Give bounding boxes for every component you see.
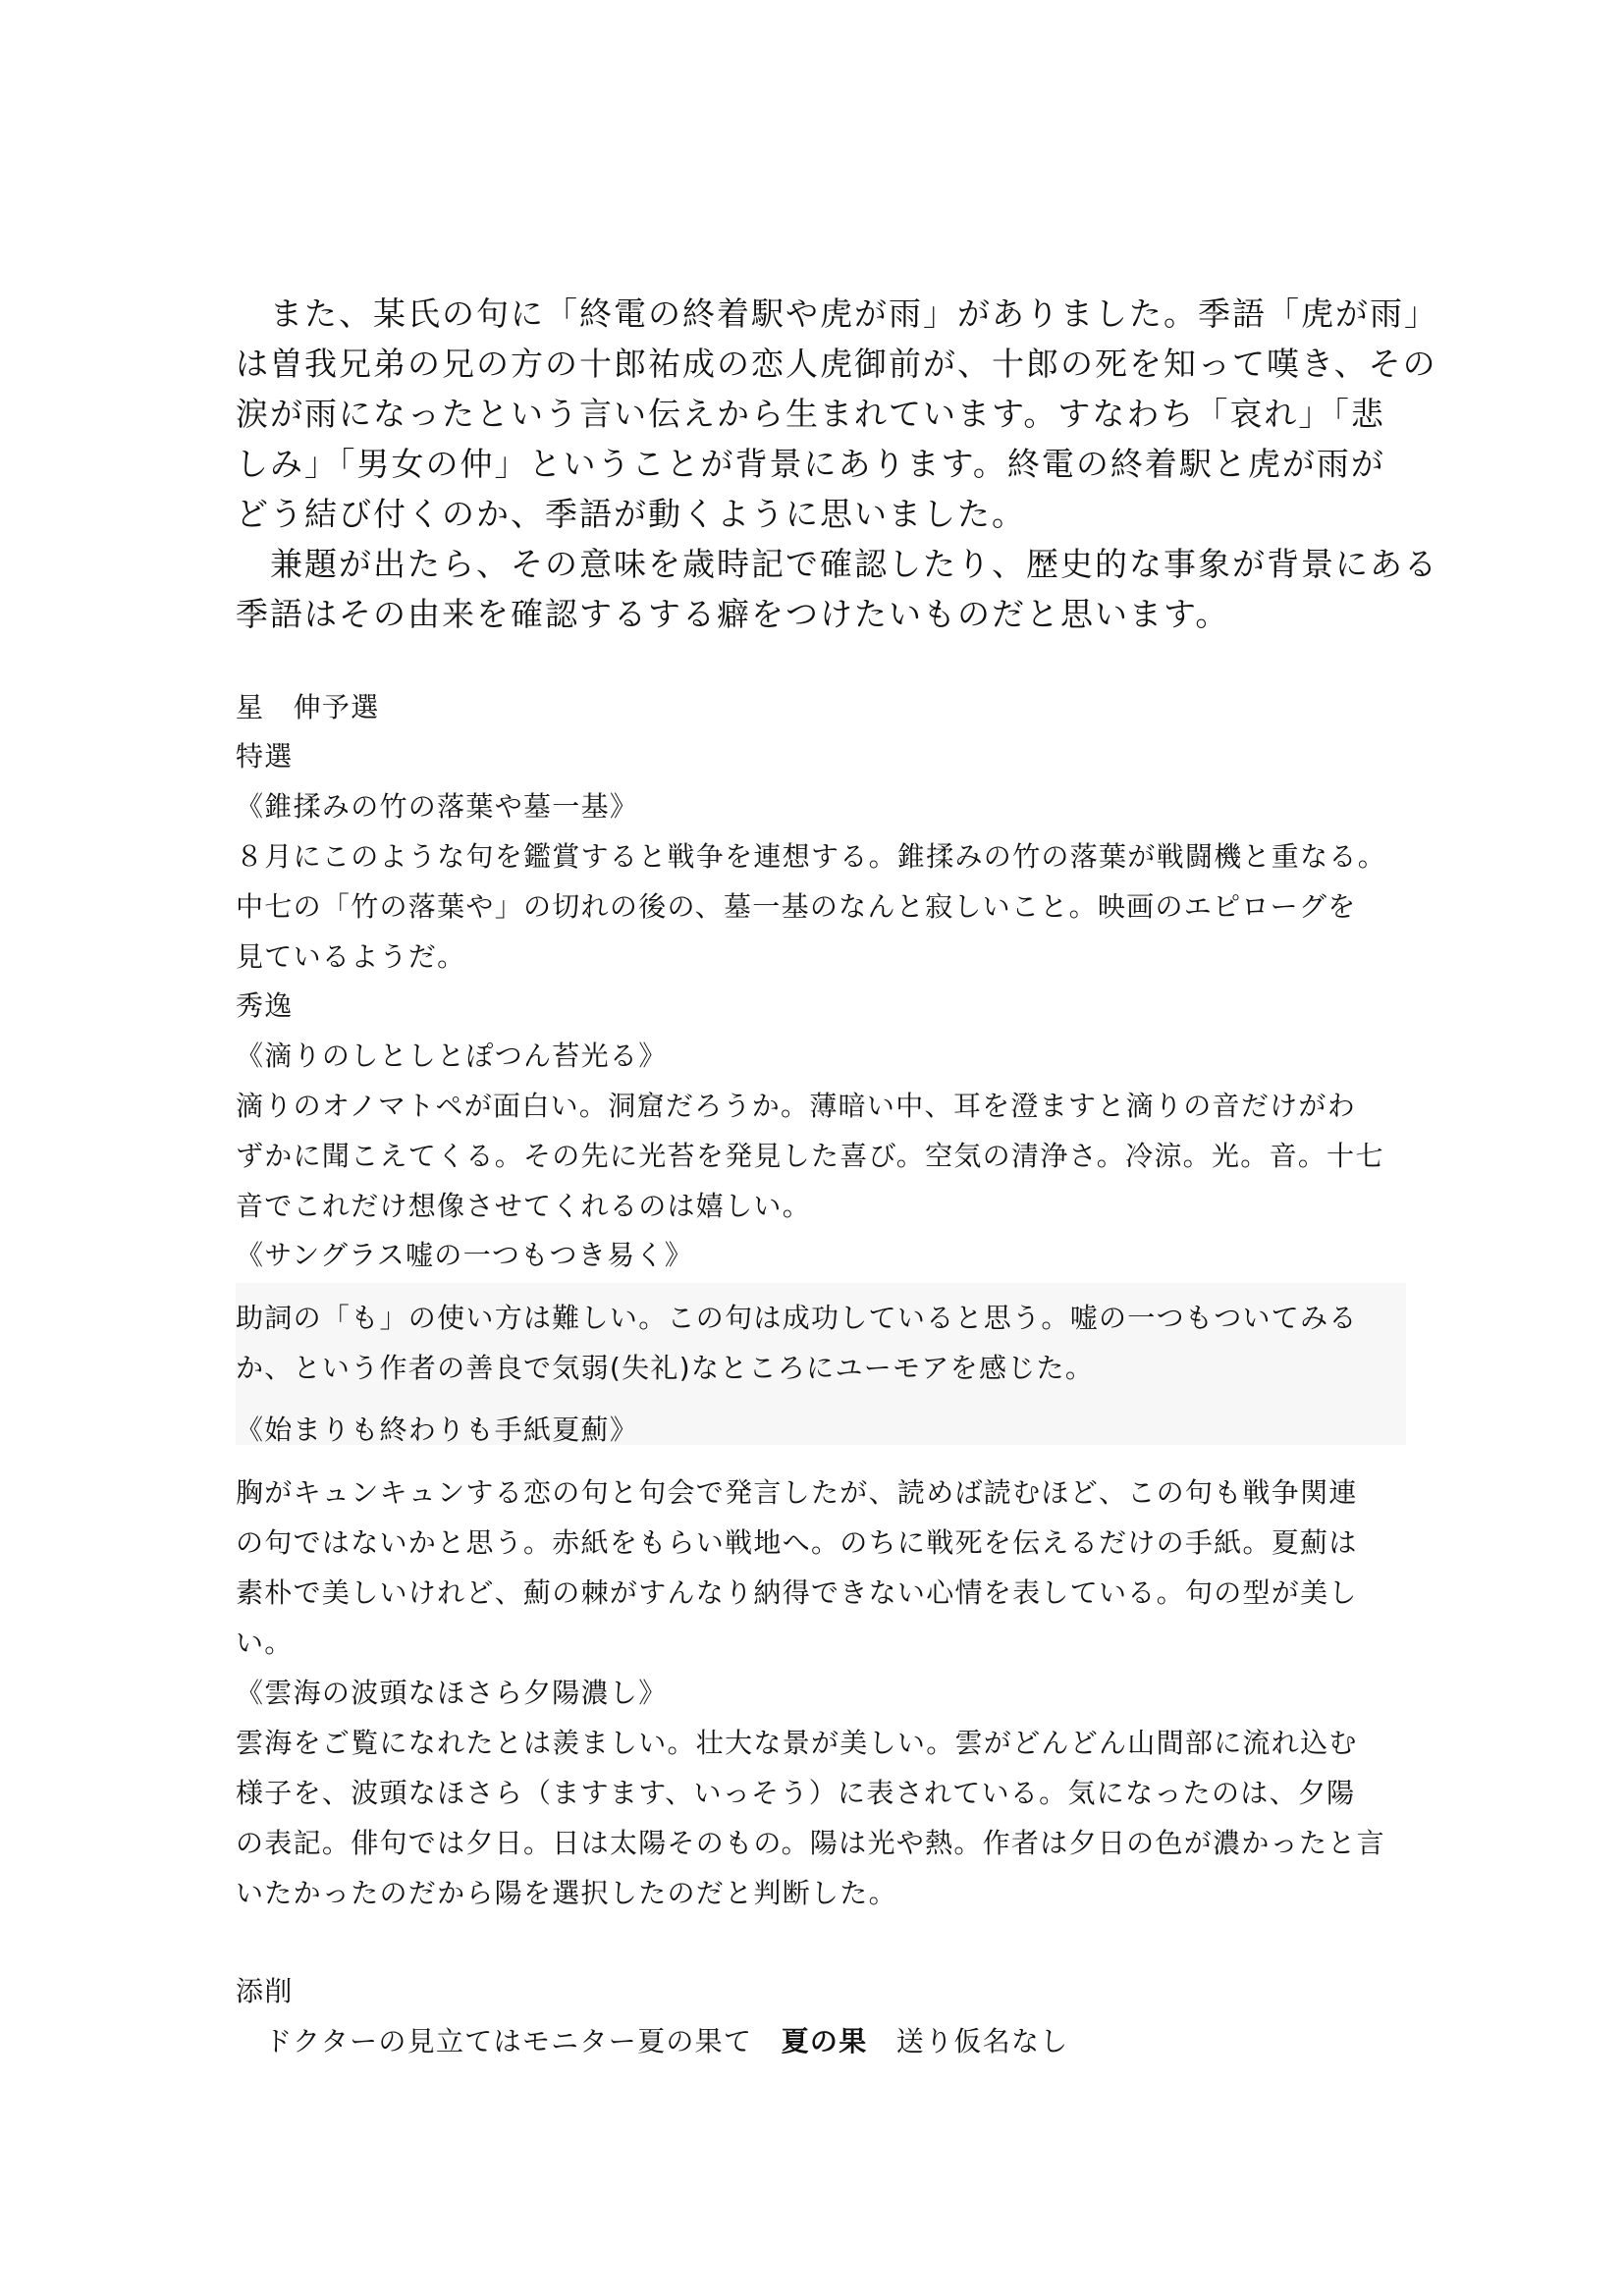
- haiku-line: 《滴りのしとしとぽつん苔光る》: [236, 1040, 668, 1072]
- comment-line: 様子を、波頭なほさら（ますます、いっそう）に表されている。気になったのは、夕陽: [236, 1777, 1356, 1809]
- shuitsu-label: 秀逸: [236, 989, 294, 1022]
- haiku-line: 《サングラス嘘の一つもつき易く》: [236, 1239, 694, 1271]
- comment-line: いたかったのだから陽を選択したのだと判断した。: [236, 1877, 897, 1909]
- haiku-line: 《始まりも終わりも手紙夏薊》: [236, 1414, 639, 1446]
- comment-line: の表記。俳句では夕日。日は太陽そのもの。陽は光や熱。作者は夕日の色が濃かったと言: [236, 1827, 1385, 1859]
- tensaku-line: [236, 2025, 1069, 2057]
- comment-line: 中七の「竹の落葉や」の切れの後の、墓一基のなんと寂しいこと。映画のエピローグを: [236, 890, 1357, 923]
- comment-line: ８月にこのような句を鑑賞すると戦争を連想する。錐揉みの竹の落葉が戦闘機と重なる。: [236, 840, 1387, 873]
- intro-line: は曽我兄弟の兄の方の十郎祐成の恋人虎御前が、十郎の死を知って嘆き、その: [236, 345, 1437, 383]
- intro-line: 涙が雨になったという言い伝えから生まれています。すなわち「哀れ」「悲: [236, 395, 1385, 433]
- comment-line: 見ているようだ。: [236, 940, 466, 973]
- tokusen-label: 特選: [236, 740, 294, 773]
- comment-line: い。: [236, 1627, 294, 1659]
- comment-line: の句ではないかと思う。赤紙をもらい戦地へ。のちに戦死を伝えるだけの手紙。夏薊は: [236, 1526, 1358, 1559]
- intro-line: 季語はその由来を確認するする癖をつけたいものだと思います。: [236, 595, 1230, 633]
- intro-line: また、某氏の句に「終電の終着駅や虎が雨」がありました。季語「虎が雨」: [236, 294, 1438, 333]
- comment-line: ずかに聞こえてくる。その先に光苔を発見した喜び。空気の清浄さ。冷涼。光。音。十七: [236, 1140, 1384, 1172]
- selector-header: 星 伸予選: [236, 691, 380, 723]
- intro-line: どう結び付くのか、季語が動くように思いました。: [236, 495, 1026, 533]
- tensaku-note: 送り仮名なし: [867, 2025, 1069, 2057]
- intro-line: 兼題が出たら、その意味を歳時記で確認したり、歴史的な事象が背景にある: [236, 545, 1438, 583]
- tensaku-original: ドクターの見立てはモニター夏の果て: [236, 2025, 782, 2057]
- comment-line: 滴りのオノマトペが面白い。洞窟だろうか。薄暗い中、耳を澄ますと滴りの音だけがわ: [236, 1090, 1357, 1122]
- haiku-line: 《雲海の波頭なほさら夕陽濃し》: [236, 1677, 668, 1709]
- comment-line: 助詞の「も」の使い方は難しい。この句は成功していると思う。嘘の一つもついてみる: [236, 1302, 1358, 1334]
- comment-line: 胸がキュンキュンする恋の句と句会で発言したが、読めば読むほど、この句も戦争関連: [236, 1476, 1358, 1509]
- document-page: [236, 0, 1438, 2296]
- tokusen-haiku: 《錐揉みの竹の落葉や墓一基》: [236, 790, 639, 823]
- intro-line: しみ」「男女の仲」ということが背景にあります。終電の終着駅と虎が雨が: [236, 445, 1385, 483]
- tensaku-corrected: 夏の果: [781, 2025, 868, 2057]
- tensaku-label: 添削: [236, 1975, 294, 2007]
- comment-line: か、という作者の善良で気弱(失礼)なところにユーモアを感じた。: [236, 1352, 1095, 1384]
- comment-line: 素朴で美しいけれど、薊の棘がすんなり納得できない心情を表している。句の型が美し: [236, 1576, 1358, 1609]
- comment-line: 音でこれだけ想像させてくれるのは嬉しい。: [236, 1190, 812, 1222]
- comment-line: 雲海をご覧になれたとは羨ましい。壮大な景が美しい。雲がどんどん山間部に流れ込む: [236, 1727, 1358, 1759]
